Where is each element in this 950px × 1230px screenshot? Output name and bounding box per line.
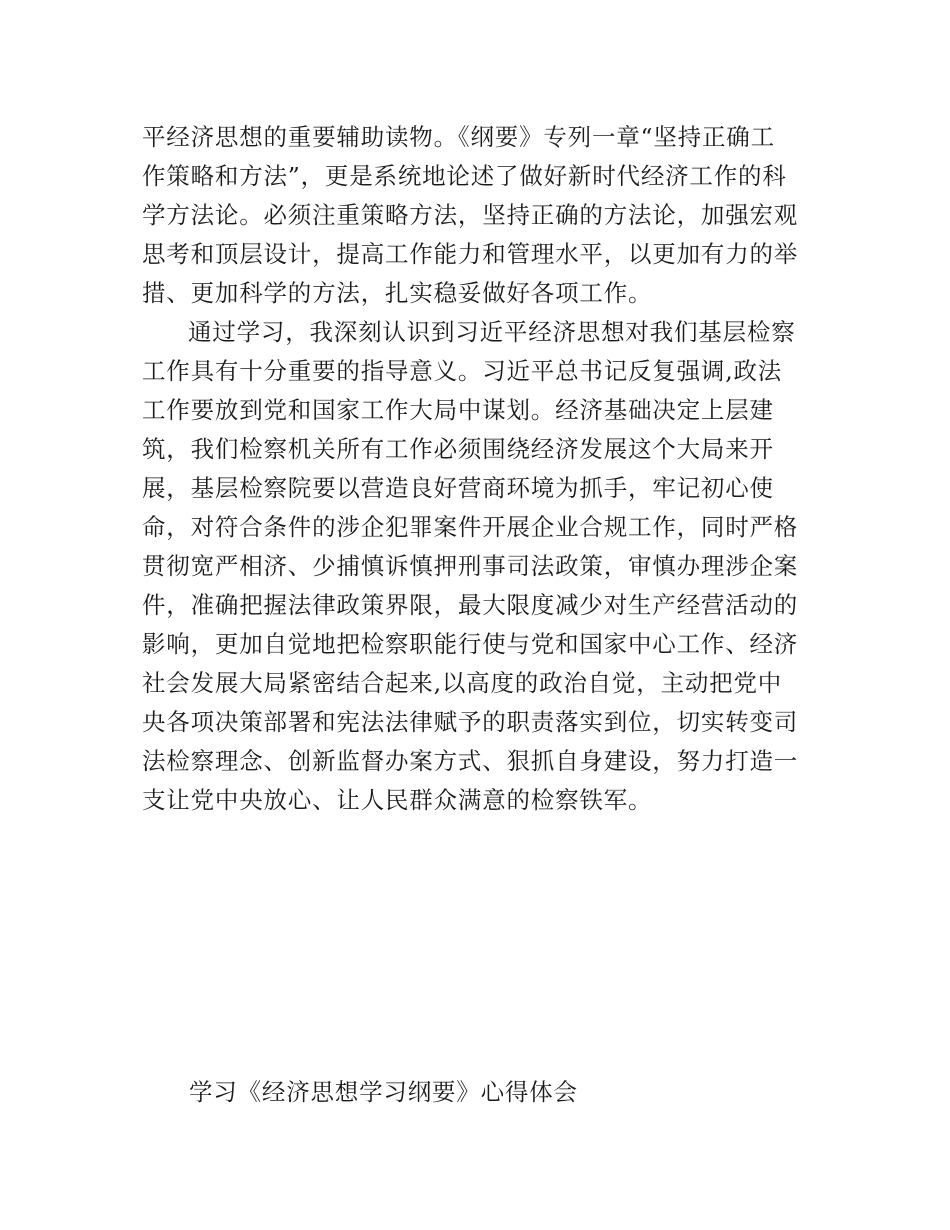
- paragraph-line: 平经济思想的重要辅助读物。《纲要》专列一章“坚持正确工: [142, 123, 775, 151]
- paragraph-line: 工作具有十分重要的指导意义。习近平总书记反复强调,政法: [142, 357, 783, 385]
- paragraph-line: 命，对符合条件的涉企犯罪案件开展企业合规工作，同时严格: [142, 513, 799, 541]
- paragraph-line: 工作要放到党和国家工作大局中谋划。经济基础决定上层建: [142, 396, 774, 424]
- paragraph-line: 社会发展大局紧密结合起来,以高度的政治自觉，主动把党中: [142, 669, 783, 697]
- paragraph-line: 思考和顶层设计，提高工作能力和管理水平，以更加有力的举: [142, 240, 799, 268]
- paragraph-line: 支让党中央放心、让人民群众满意的检察铁军。: [142, 786, 653, 814]
- paragraph-line: 法检察理念、创新监督办案方式、狠抓自身建设，努力打造一: [142, 747, 799, 775]
- paragraph-line: 通过学习，我深刻认识到习近平经济思想对我们基层检察: [188, 318, 796, 346]
- next-article-title: 学习《经济思想学习纲要》心得体会: [189, 1078, 578, 1106]
- paragraph-1: [142, 118, 814, 313]
- paragraph-line: 贯彻宽严相济、少捕慎诉慎押刑事司法政策，审慎办理涉企案: [142, 552, 799, 580]
- paragraph-line: 作策略和方法”，更是系统地论述了做好新时代经济工作的科: [142, 162, 787, 190]
- paragraph-line: 件，准确把握法律政策界限，最大限度减少对生产经营活动的: [142, 591, 799, 619]
- paragraph-line: 筑，我们检察机关所有工作必须围绕经济发展这个大局来开: [142, 435, 774, 463]
- paragraph-line: 措、更加科学的方法，扎实稳妥做好各项工作。: [142, 279, 653, 307]
- paragraph-line: 影响，更加自觉地把检察职能行使与党和国家中心工作、经济: [142, 630, 799, 658]
- paragraph-2: [142, 313, 814, 820]
- document-body: [142, 118, 814, 820]
- paragraph-line: 展，基层检察院要以营造良好营商环境为抓手，牢记初心使: [142, 474, 774, 502]
- paragraph-line: 央各项决策部署和宪法法律赋予的职责落实到位，切实转变司: [142, 708, 799, 736]
- paragraph-line: 学方法论。必须注重策略方法，坚持正确的方法论，加强宏观: [142, 201, 799, 229]
